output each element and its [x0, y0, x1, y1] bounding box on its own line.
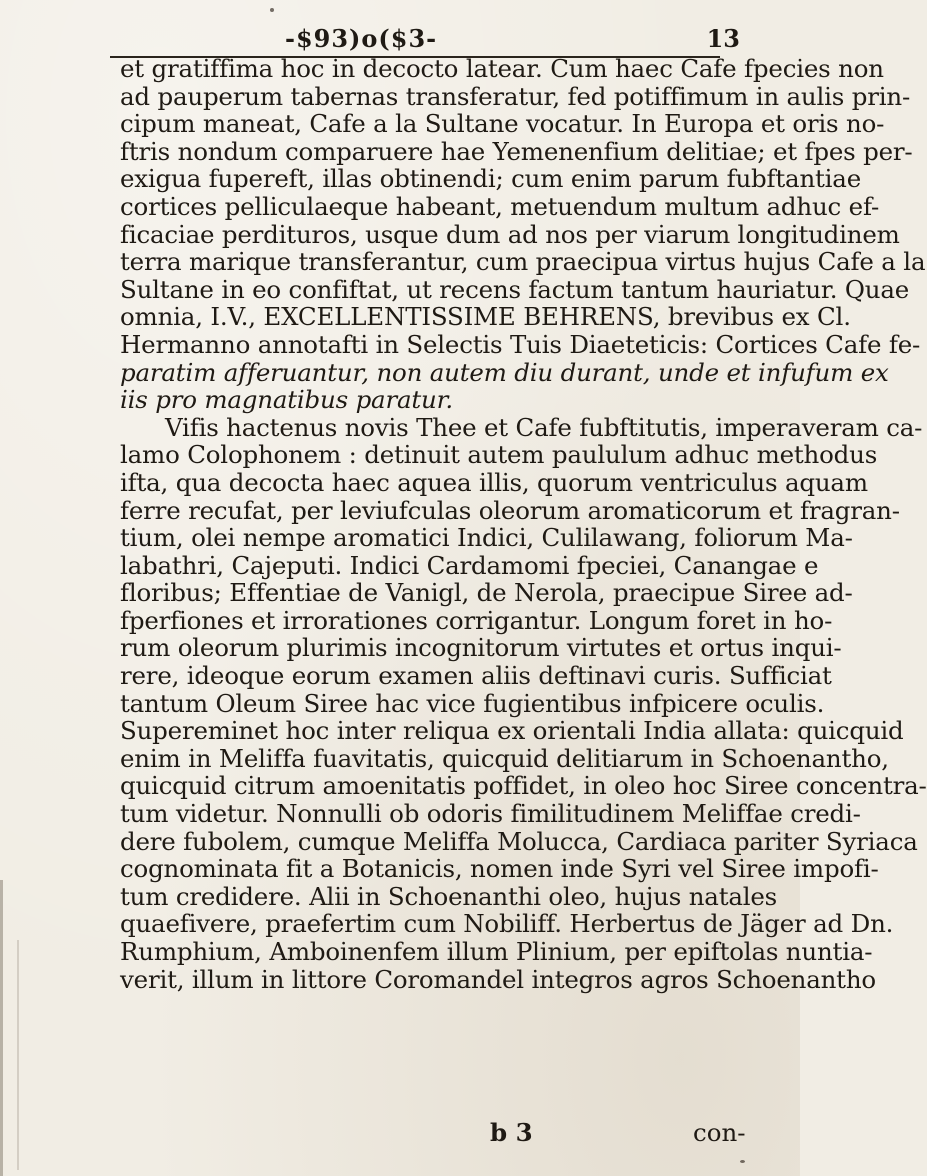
text-line: omnia, I.V., EXCELLENTISSIME BEHRENS, brevibus ex Cl. — [120, 302, 851, 332]
paragraph-start: Vifis hactenus novis Thee et Cafe fubftitutis, imperaveram ca- — [165, 412, 923, 442]
page-edge — [0, 880, 33, 1176]
ink-speck — [740, 1160, 745, 1163]
text-line: cortices pelliculaeque habeant, metuendum multum adhuc ef- — [120, 191, 880, 221]
text-line: quaefivere, praefertim cum Nobiliff. Herbertus de Jäger ad Dn. — [120, 909, 894, 939]
text-line: Rumphium, Amboinenfem illum Plinium, per epiftolas nuntia- — [120, 937, 873, 966]
text-line: tum credidere. Alii in Schoenanthi oleo, hujus natales — [120, 881, 778, 911]
text-line: exigua fupereft, illas obtinendi; cum enim parum fubftantiae — [120, 164, 862, 194]
header-ornament: -$93)o($3- — [285, 24, 438, 53]
text-line: tum videtur. Nonnulli ob odoris fimilitudinem Meliffae credi- — [120, 799, 861, 829]
text-line: enim in Meliffa fuavitatis, quicquid delitiarum in Schoenantho, — [120, 743, 889, 773]
catchword: con- — [693, 1118, 746, 1147]
text-line: Sultane in eo confiftat, ut recens factum tantum hauriatur. Quae — [120, 274, 910, 304]
ink-speck — [270, 8, 274, 12]
text-line: terra marique transferantur, cum praecipua virtus hujus Cafe a la — [120, 247, 926, 277]
text-line: cipum maneat, Cafe a la Sultane vocatur. In Europa et oris no- — [120, 109, 885, 139]
text-line: lamo Colophonem : detinuit autem paululum adhuc methodus — [120, 440, 878, 470]
text-line: ifta, qua decocta haec aquea illis, quorum ventriculus aquam — [120, 467, 868, 497]
text-line: ftris nondum comparuere hae Yemenenfium delitiae; et fpes per- — [120, 136, 913, 166]
text-line: et gratiffima hoc in decocto latear. Cum haec Cafe fpecies non — [120, 54, 884, 83]
text-line: dere fubolem, cumque Meliffa Molucca, Cardiaca pariter Syriaca — [120, 826, 918, 856]
signature-mark: b 3 — [490, 1118, 533, 1147]
text-line: paratim afferuantur, non autem diu durant, unde et infufum ex — [120, 357, 889, 387]
text-line: rum oleorum plurimis incognitorum virtutes et ortus inqui- — [120, 633, 842, 663]
text-line: cognominata fit a Botanicis, nomen inde Syri vel Siree impofi- — [120, 854, 879, 884]
text-line: Supereminet hoc inter reliqua ex orientali India allata: quicquid — [120, 716, 904, 746]
text-line: Hermanno annotafti in Selectis Tuis Diaeteticis: Cortices Cafe fe- — [120, 329, 921, 359]
page-number: 13 — [706, 24, 740, 53]
body-text — [120, 54, 927, 994]
text-line: floribus; Effentiae de Vanigl, de Nerola, praecipue Siree ad- — [120, 578, 853, 608]
text-line: fperfiones et irrorationes corrigantur. Longum foret in ho- — [120, 605, 833, 635]
text-line: ad pauperum tabernas transferatur, fed potiffimum in aulis prin- — [120, 81, 911, 111]
text-line: labathri, Cajeputi. Indici Cardamomi fpeciei, Canangae e — [120, 550, 819, 580]
text-line: tium, olei nempe aromatici Indici, Culilawang, foliorum Ma- — [120, 523, 853, 553]
text-line: iis pro magnatibus paratur. — [120, 385, 454, 415]
text-line: tantum Oleum Siree hac vice fugientibus infpicere oculis. — [120, 688, 825, 718]
text-line: ferre recufat, per leviufculas oleorum aromaticorum et fragran- — [120, 495, 900, 525]
text-line: rere, ideoque eorum examen aliis deftinavi curis. Sufficiat — [120, 661, 832, 691]
text-line: quicquid citrum amoenitatis poffidet, in oleo hoc Siree concentra- — [120, 771, 927, 801]
text-line: verit, illum in littore Coromandel integros agros Schoenantho — [120, 964, 876, 994]
text-line: ficaciae perdituros, usque dum ad nos per viarum longitudinem — [120, 219, 900, 249]
